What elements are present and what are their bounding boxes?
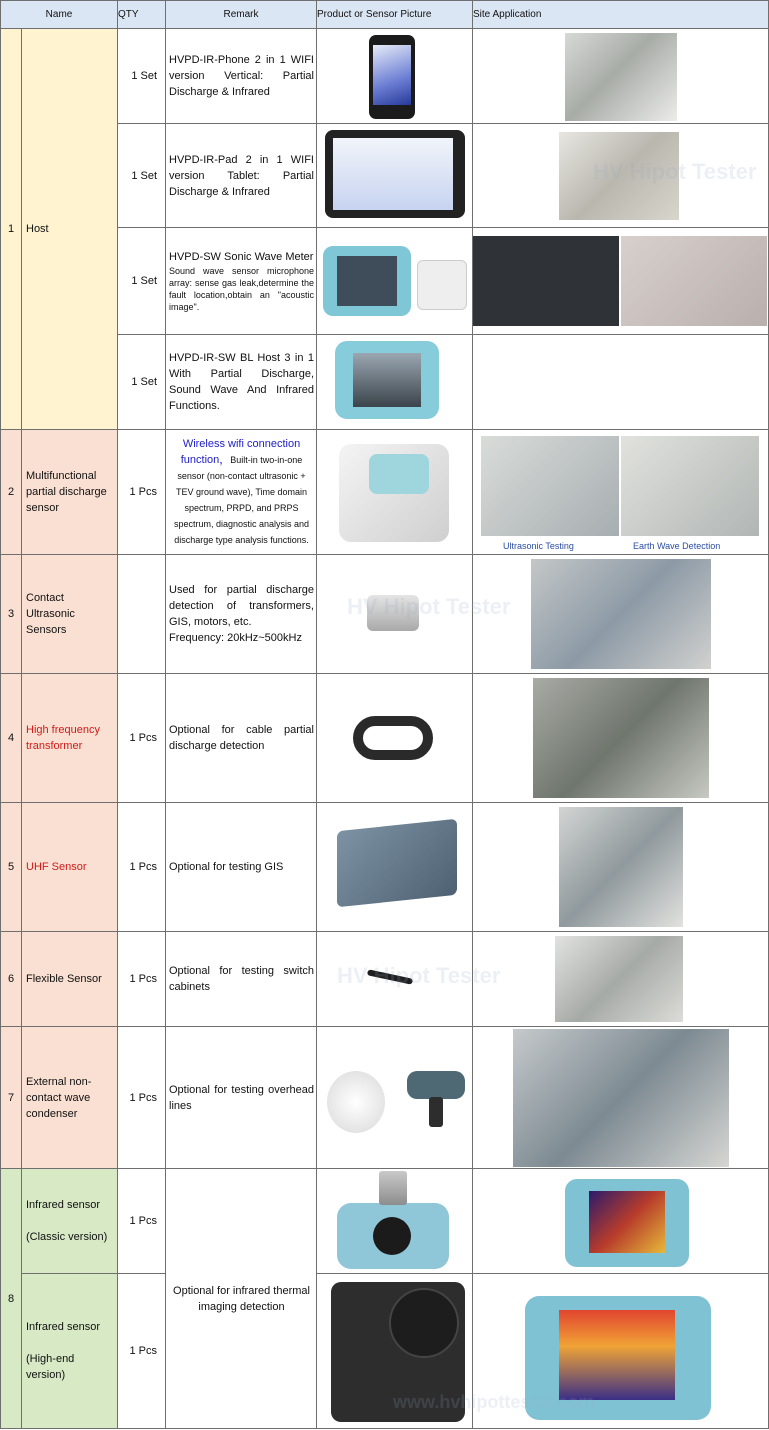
product-picture bbox=[317, 29, 473, 124]
site-photo bbox=[473, 932, 769, 1027]
screen-capture-2 bbox=[621, 236, 767, 326]
site-photo-earth-wave bbox=[621, 436, 759, 536]
item-name: Multifunctional partial discharge sensor bbox=[22, 430, 118, 555]
table-row bbox=[1, 29, 769, 124]
item-name-line2: (High-end version) bbox=[26, 1353, 75, 1381]
sonic-meter-image bbox=[323, 246, 411, 316]
table-row bbox=[1, 555, 769, 674]
row-number: 7 bbox=[1, 1027, 22, 1169]
table-row bbox=[1, 1274, 769, 1429]
watermark: HV Hipot Tester bbox=[593, 159, 757, 184]
qty-cell: 1 Pcs bbox=[118, 803, 166, 932]
site-photo-image bbox=[513, 1029, 729, 1167]
remark-cell bbox=[166, 1169, 317, 1429]
header-name: Name bbox=[1, 1, 118, 29]
dish-image bbox=[327, 1071, 385, 1133]
item-name bbox=[22, 1274, 118, 1429]
row-number: 6 bbox=[1, 932, 22, 1027]
product-picture bbox=[317, 228, 473, 335]
site-photo-image bbox=[559, 807, 683, 927]
remark-cell bbox=[166, 803, 317, 932]
table-row bbox=[1, 674, 769, 803]
remark-cell bbox=[166, 430, 317, 555]
remark-cell bbox=[166, 228, 317, 335]
site-photo-image bbox=[531, 559, 711, 669]
table-row bbox=[1, 1027, 769, 1169]
site-photo-image bbox=[555, 936, 683, 1022]
host-3in1-image bbox=[335, 341, 439, 419]
header-row bbox=[1, 1, 769, 29]
watermark: HV Hipot Tester bbox=[347, 594, 511, 619]
site-photo bbox=[473, 555, 769, 674]
qty-cell: 1 Set bbox=[118, 228, 166, 335]
remark-text: HVPD-SW Sonic Wave Meter bbox=[169, 251, 314, 263]
qty-cell: 1 Pcs bbox=[118, 1027, 166, 1169]
phone-image bbox=[369, 35, 415, 119]
product-picture bbox=[317, 674, 473, 803]
product-picture bbox=[317, 335, 473, 430]
remark-cell bbox=[166, 1027, 317, 1169]
gun-handle-image bbox=[429, 1097, 443, 1127]
item-name: Flexible Sensor bbox=[22, 932, 118, 1027]
remark-frequency: Frequency: 20kHz~500kHz bbox=[169, 632, 302, 644]
remark-cell bbox=[166, 124, 317, 228]
remark-highlight: Wireless wifi connection function， bbox=[180, 438, 301, 466]
sensor-image bbox=[339, 444, 449, 542]
tablet-image bbox=[325, 130, 465, 218]
qty-cell: 1 Pcs bbox=[118, 430, 166, 555]
row-number: 1 bbox=[1, 29, 22, 430]
header-site: Site Application bbox=[473, 1, 769, 29]
header-picture: Product or Sensor Picture bbox=[317, 1, 473, 29]
table-row bbox=[1, 430, 769, 555]
item-name: Host bbox=[22, 29, 118, 430]
product-picture bbox=[317, 124, 473, 228]
header-remark: Remark bbox=[166, 1, 317, 29]
gun-sensor-image bbox=[407, 1071, 465, 1099]
remark-detail: Sound wave sensor microphone array: sense gas leak,determine the fault location,obtain an "acoustic image". bbox=[169, 266, 314, 312]
remark-text: Optional for infrared thermal imaging detection bbox=[173, 1284, 310, 1313]
product-picture bbox=[317, 932, 501, 1027]
item-name: UHF Sensor bbox=[22, 803, 118, 932]
ir-classic-image bbox=[337, 1203, 449, 1269]
row-number: 5 bbox=[1, 803, 22, 932]
qty-cell: 1 Set bbox=[118, 29, 166, 124]
product-picture bbox=[317, 1027, 473, 1169]
row-number: 4 bbox=[1, 674, 22, 803]
remark-cell bbox=[166, 335, 317, 430]
remark-text: HVPD-IR-Phone 2 in 1 WIFI version Vertical: Partial Discharge & Infrared bbox=[169, 54, 314, 98]
product-picture bbox=[317, 430, 473, 555]
table-row bbox=[1, 803, 769, 932]
remark-cell bbox=[166, 674, 317, 803]
item-name: Contact Ultrasonic Sensors bbox=[22, 555, 118, 674]
row-number: 8 bbox=[1, 1169, 22, 1429]
product-picture bbox=[317, 555, 511, 674]
remark-cell bbox=[166, 932, 317, 1027]
usb-connector-image bbox=[379, 1171, 407, 1205]
header-qty: QTY bbox=[118, 1, 166, 29]
row-number: 3 bbox=[1, 555, 22, 674]
remark-text: HVPD-IR-Pad 2 in 1 WIFI version Tablet: Partial Discharge & Infrared bbox=[169, 153, 314, 198]
remark-text: Used for partial discharge detection of transformers, GIS, motors, etc. bbox=[169, 584, 314, 628]
qty-cell: 1 Set bbox=[118, 124, 166, 228]
remark-cell bbox=[166, 555, 317, 674]
screen-capture-1 bbox=[473, 236, 619, 326]
remark-cell bbox=[166, 29, 317, 124]
site-photo bbox=[473, 1027, 769, 1169]
site-photo bbox=[473, 228, 769, 335]
item-name: High frequency transformer bbox=[22, 674, 118, 803]
qty-cell: 1 Set bbox=[118, 335, 166, 430]
site-photo-image bbox=[565, 33, 677, 121]
qty-cell: 1 Pcs bbox=[118, 1169, 166, 1274]
table-row bbox=[1, 1169, 769, 1274]
site-photo bbox=[393, 1274, 769, 1429]
product-picture bbox=[317, 1169, 473, 1274]
product-picture bbox=[317, 803, 473, 932]
ir-device-image bbox=[565, 1179, 689, 1267]
item-name bbox=[22, 1169, 118, 1274]
site-photo-ultrasonic bbox=[481, 436, 619, 536]
caption-ultrasonic: Ultrasonic Testing bbox=[503, 541, 574, 551]
qty-cell: 1 Pcs bbox=[118, 1274, 166, 1429]
caption-earth-wave: Earth Wave Detection bbox=[633, 541, 721, 551]
remark-text: Optional for testing switch cabinets bbox=[169, 965, 314, 993]
table-row bbox=[1, 932, 769, 1027]
item-name-line1: Infrared sensor bbox=[26, 1199, 100, 1211]
site-photo-image bbox=[533, 678, 709, 798]
remark-text: Optional for cable partial discharge detection bbox=[169, 724, 314, 752]
site-photo bbox=[473, 124, 769, 228]
hf-transformer-image bbox=[353, 716, 433, 760]
qty-cell: 1 Pcs bbox=[118, 674, 166, 803]
microphone-array-image bbox=[417, 260, 467, 310]
watermark: HV Hipot Tester bbox=[337, 963, 501, 988]
item-name-line1: Infrared sensor bbox=[26, 1321, 100, 1333]
remark-text: Optional for testing overhead lines bbox=[169, 1083, 314, 1112]
site-photo bbox=[473, 430, 769, 555]
site-photo bbox=[473, 674, 769, 803]
remark-text: Optional for testing GIS bbox=[169, 861, 284, 873]
qty-cell bbox=[118, 555, 166, 674]
qty-cell: 1 Pcs bbox=[118, 932, 166, 1027]
site-photo-empty bbox=[473, 335, 769, 430]
watermark-url: www.hvhipottester.com bbox=[393, 1392, 595, 1412]
uhf-sensor-image bbox=[337, 819, 457, 908]
site-photo bbox=[473, 803, 769, 932]
item-name: External non-contact wave condenser bbox=[22, 1027, 118, 1169]
row-number: 2 bbox=[1, 430, 22, 555]
item-name-line2: (Classic version) bbox=[26, 1231, 108, 1243]
site-photo bbox=[473, 1169, 769, 1274]
remark-text: HVPD-IR-SW BL Host 3 in 1 With Partial Discharge, Sound Wave And Infrared Functions. bbox=[169, 352, 314, 412]
site-photo bbox=[473, 29, 769, 124]
remark-detail: Built-in two-in-one sensor (non-contact ultrasonic + TEV ground wave), Time domain spectrum, PRPD, and PRPS spectrum, diagnostic analysis and discharge type analysis functions. bbox=[173, 455, 310, 545]
